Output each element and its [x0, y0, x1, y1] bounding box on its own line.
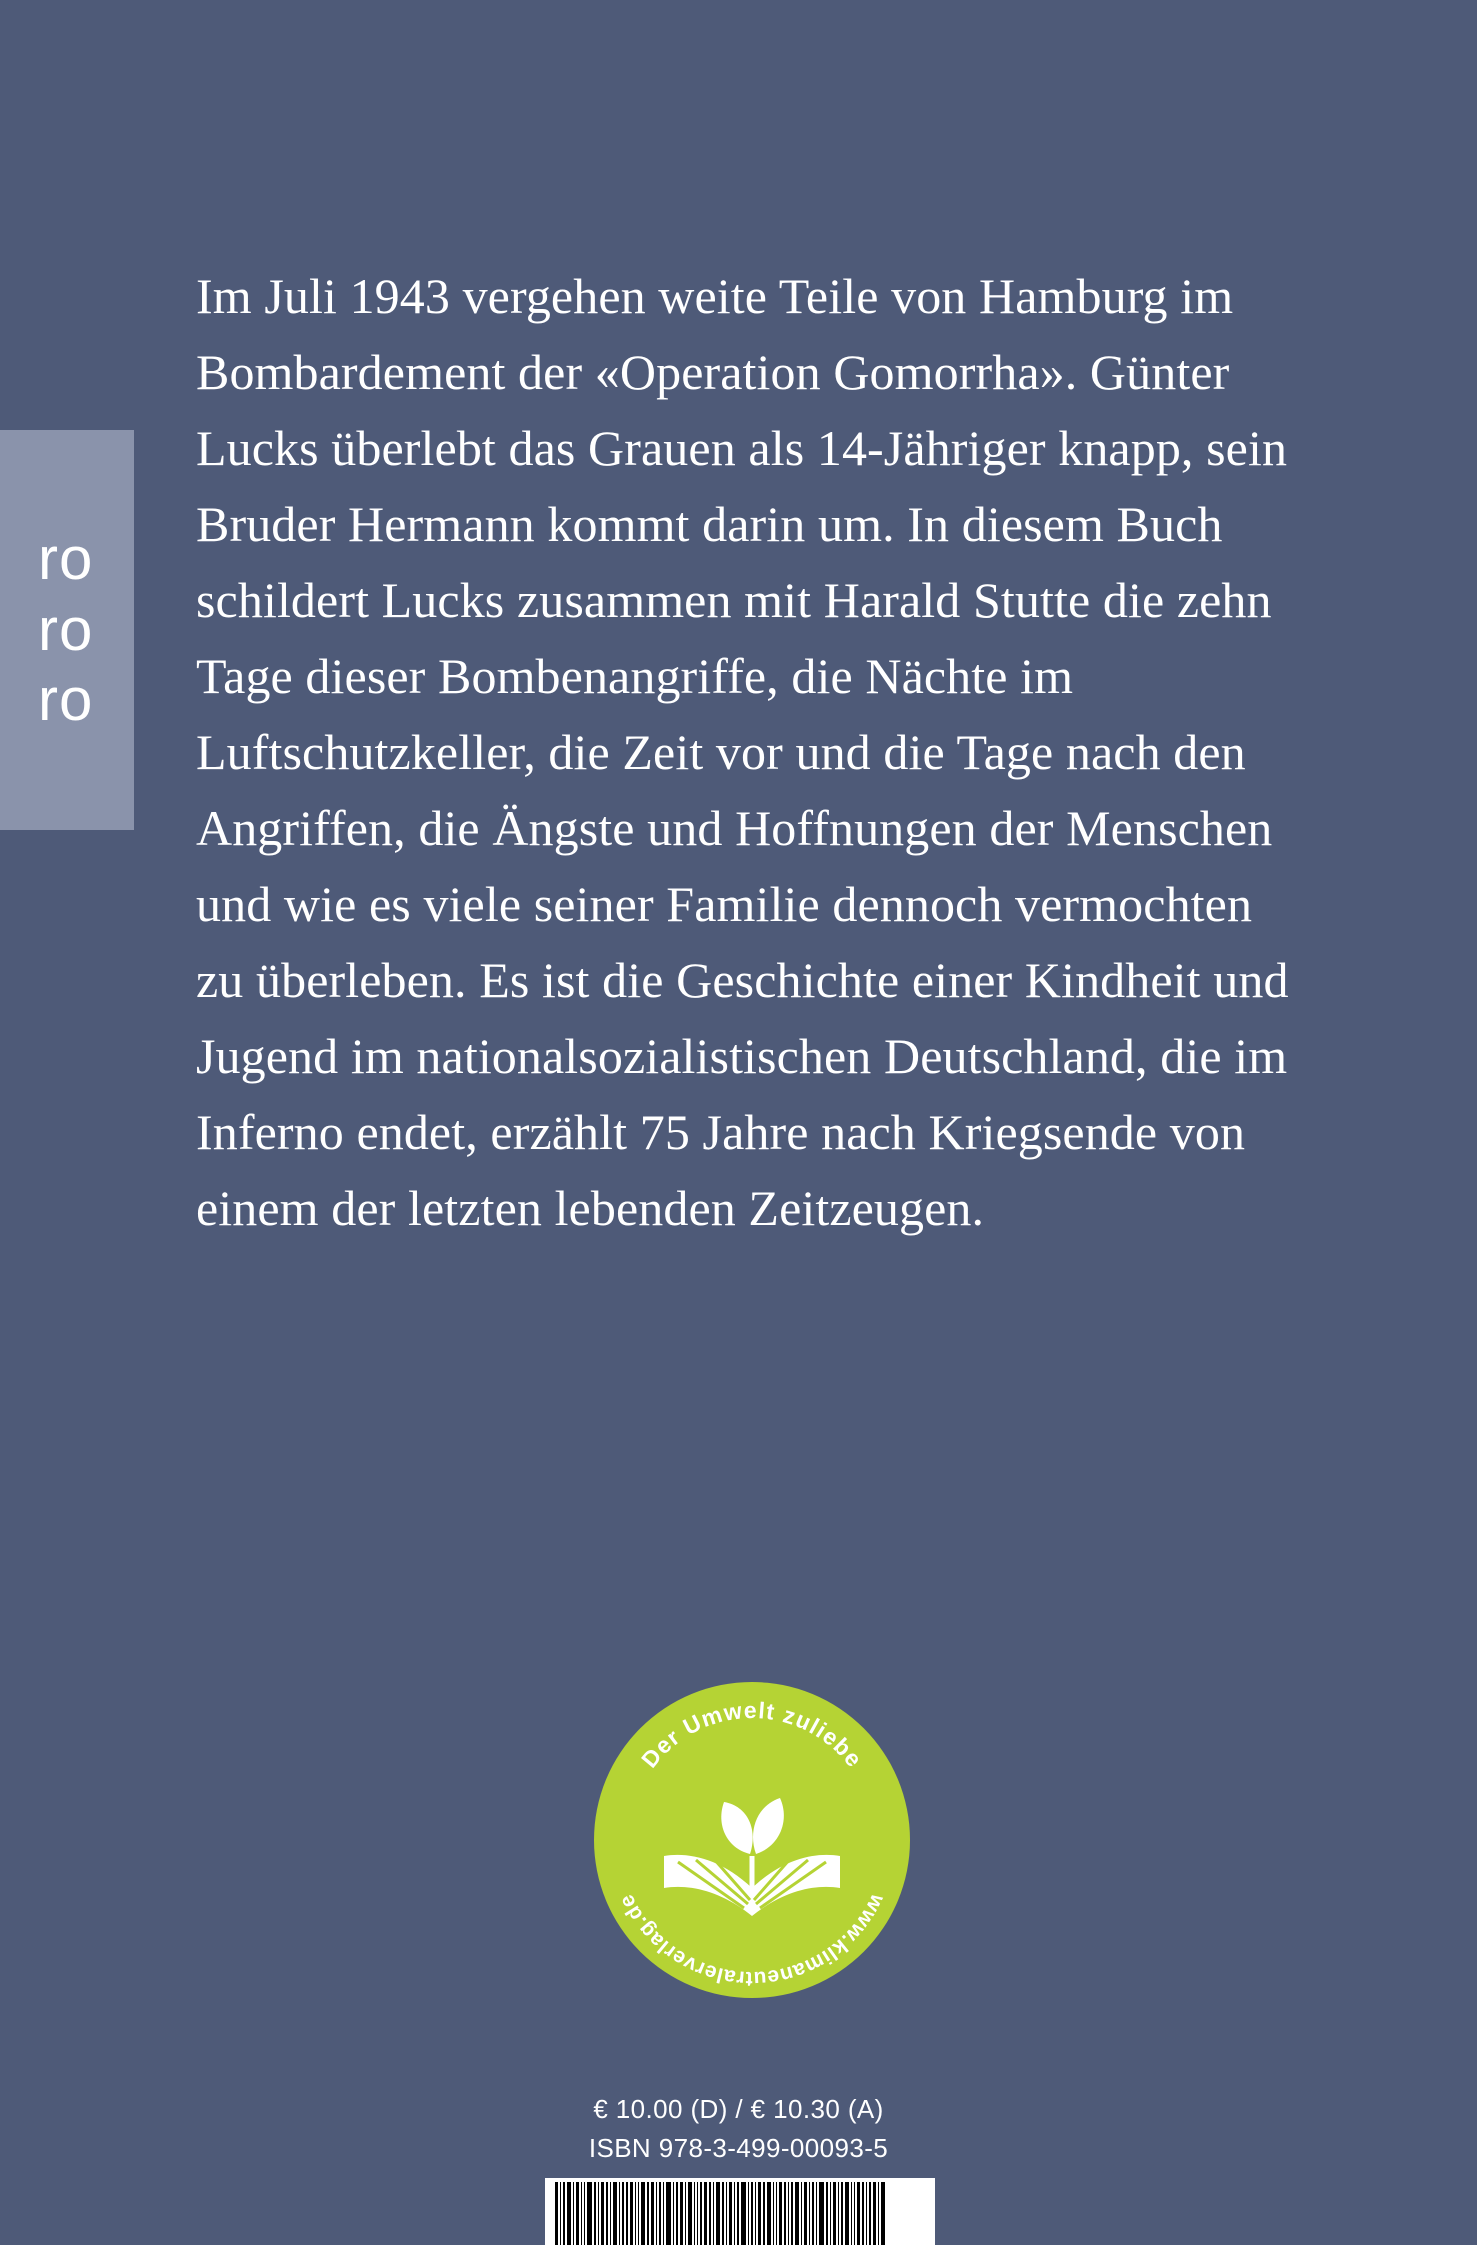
eco-seal-top-text: Der Umwelt zuliebe: [636, 1696, 869, 1773]
imprint-line-3: ro: [38, 666, 94, 734]
blurb-text: Im Juli 1943 vergehen weite Teile von Hamburg im Bombardement der «Operation Gomorrha». Günter Lucks überlebt das Grauen als 14-Jähriger knapp, sein Bruder Hermann kommt darin um. In diesem Buch schildert Lucks zusammen mit Harald Stutte die zehn Tage dieser Bombenangriffe, die Nächte im Luftschutzkeller, die Zeit vor und die Tage nach den Angriffen, die Ängste und Hoffnungen der Menschen und wie es viele seiner Familie dennoch vermochten zu überleben. Es ist die Geschichte einer Kindheit und Jugend im nationalsozialistischen Deutschland, die im Inferno endet, erzählt 75 Jahre nach Kriegsende von einem der letzten lebenden Zeitzeugen.: [196, 268, 1289, 1236]
price-line: € 10.00 (D) / € 10.30 (A): [593, 2094, 884, 2124]
imprint-line-2: ro: [38, 595, 94, 663]
barcode: [545, 2178, 935, 2245]
barcode-bars: [555, 2182, 887, 2245]
price-isbn-block: [0, 2090, 1477, 2168]
eco-seal-bottom-text: www.klimaneutralerverlag.de: [614, 1890, 890, 1991]
climate-neutral-seal: [592, 1680, 912, 2000]
imprint-line-1: ro: [38, 524, 94, 592]
eco-seal-graphic: [592, 1680, 912, 2000]
rororo-imprint-tab: [0, 430, 134, 830]
isbn-line: ISBN 978-3-499-00093-5: [588, 2133, 889, 2163]
back-cover-blurb: [196, 258, 1296, 1246]
